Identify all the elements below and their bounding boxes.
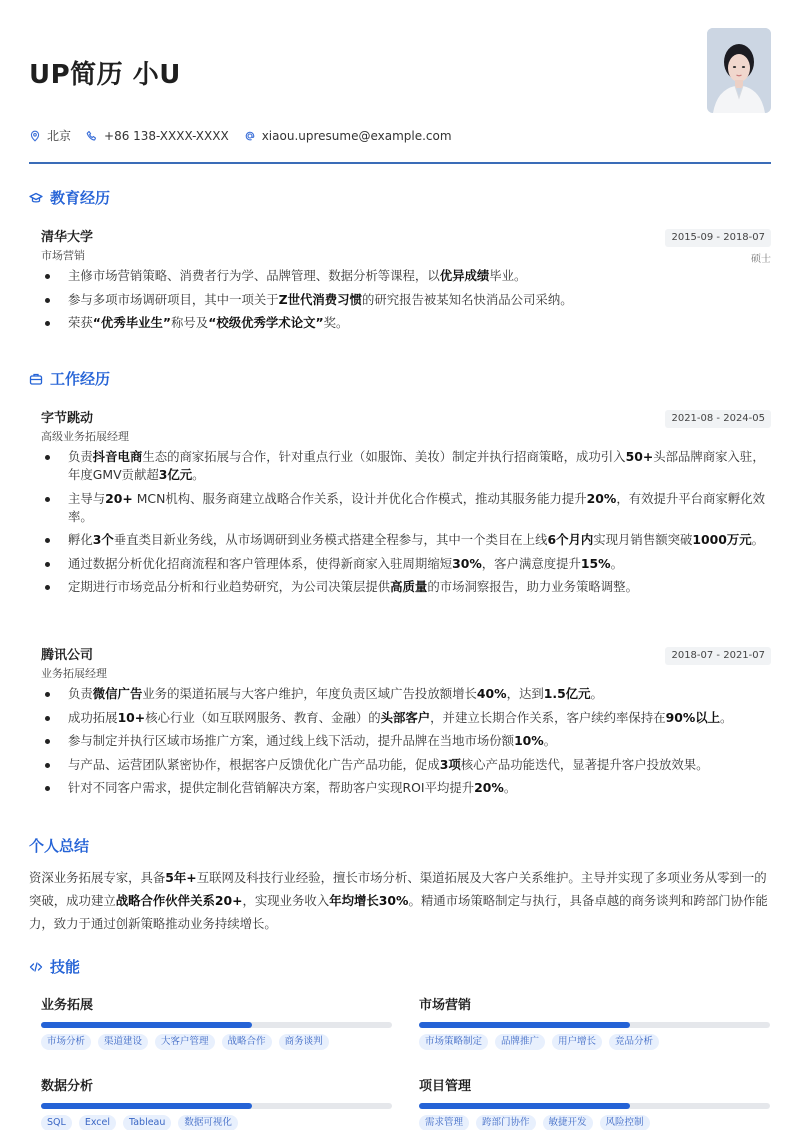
section-title-education bbox=[29, 187, 110, 208]
highlight-text: 战略合作伙伴关系20+ bbox=[115, 893, 243, 908]
skill-tag: Tableau bbox=[123, 1115, 171, 1130]
skill-tag: 市场分析 bbox=[41, 1034, 91, 1050]
skill-tags bbox=[41, 1034, 392, 1050]
highlight-text: 1000万元 bbox=[692, 532, 752, 548]
school-name: 清华大学 bbox=[41, 230, 94, 245]
skill-tag: 渠道建设 bbox=[98, 1034, 148, 1050]
skill-level-bar bbox=[41, 1103, 392, 1109]
skill-tag: 跨部门协作 bbox=[476, 1115, 536, 1130]
highlight-text: 优异成绩 bbox=[439, 268, 490, 283]
highlight-text: 头部客户 bbox=[380, 709, 431, 725]
bullet-item: 针对不同客户需求，提供定制化营销解决方案，帮助客户实现ROI平均提升20%。 bbox=[41, 779, 771, 797]
skill-level-bar bbox=[419, 1103, 770, 1109]
highlight-text: Z世代消费习惯 bbox=[278, 291, 362, 307]
skill-level-bar bbox=[419, 1022, 770, 1028]
date-badge: 2018-07 - 2021-07 bbox=[665, 647, 771, 665]
skill-tag: 数据可视化 bbox=[178, 1115, 238, 1130]
portrait-image bbox=[707, 28, 771, 113]
skill-tags bbox=[419, 1034, 770, 1050]
date-badge: 2021-08 - 2024-05 bbox=[665, 410, 771, 428]
bullet-item: 荣获“优秀毕业生”称号及“校级优秀学术论文”奖。 bbox=[41, 314, 771, 332]
skill-name: 项目管理 bbox=[419, 1079, 472, 1094]
skill-tag: 用户增长 bbox=[552, 1034, 602, 1050]
highlight-text: 30% bbox=[452, 555, 482, 571]
highlight-text: 抖音电商 bbox=[92, 449, 143, 464]
bullet-item: 主导与20+ MCN机构、服务商建立战略合作关系，设计并优化合作模式，推动其服务能力提升20%，有效提升平台商家孵化效率。 bbox=[41, 490, 771, 526]
skill-name: 市场营销 bbox=[419, 998, 472, 1013]
contact-list bbox=[29, 127, 467, 144]
contact-email[interactable] bbox=[244, 129, 452, 143]
bullet-item: 主修市场营销策略、消费者行为学、品牌管理、数据分析等课程，以优异成绩毕业。 bbox=[41, 267, 771, 285]
highlight-text: 5年+ bbox=[165, 870, 197, 885]
highlight-text: 10% bbox=[514, 733, 544, 749]
highlight-text: 40% bbox=[476, 686, 507, 701]
bullet-item: 通过数据分析优化招商流程和客户管理体系，使得新商家入驻周期缩短30%，客户满意度提升15%。 bbox=[41, 555, 771, 573]
bullet-item: 与产品、运营团队紧密协作，根据客户反馈优化广告产品功能，促成3项核心产品功能迭代，显著提升客户投放效果。 bbox=[41, 756, 771, 774]
education-bullets bbox=[41, 267, 771, 332]
candidate-name: UP简历 小U bbox=[29, 60, 181, 90]
skill-level-fill bbox=[419, 1022, 630, 1028]
skill-block bbox=[419, 997, 770, 1050]
skill-tag: 品牌推广 bbox=[495, 1034, 545, 1050]
highlight-text: 3个 bbox=[92, 532, 114, 548]
skill-block bbox=[41, 1078, 392, 1130]
contact-location bbox=[29, 127, 71, 144]
graduation-cap-icon bbox=[29, 191, 43, 205]
profile-photo bbox=[707, 28, 771, 113]
summary-text: 资深业务拓展专家，具备5年+互联网及科技行业经验，擅长市场分析、渠道拓展及大客户关系维护。主导并实现了多项业务从零到一的突破，成功建立战略合作伙伴关系20+，实现业务收入年均增长30%。精通市场策略制定与执行，具备卓越的商务谈判和跨部门协作能力，致力于通过创新策略推动业务持续增长。 bbox=[29, 870, 768, 931]
highlight-text: 20+ bbox=[105, 490, 133, 506]
section-title-text: 个人总结 bbox=[29, 837, 90, 855]
bullet-item: 参与制定并执行区域市场推广方案，通过线上线下活动，提升品牌在当地市场份额10%。 bbox=[41, 732, 771, 750]
work-entry bbox=[41, 647, 771, 803]
highlight-text: 微信广告 bbox=[92, 686, 143, 701]
location-pin-icon bbox=[29, 130, 41, 142]
date-badge: 2015-09 - 2018-07 bbox=[665, 229, 771, 247]
work-bullets bbox=[41, 685, 771, 797]
skill-level-bar bbox=[41, 1022, 392, 1028]
company-name: 腾讯公司 bbox=[41, 648, 94, 663]
highlight-text: 3项 bbox=[439, 756, 461, 772]
highlight-text: 3亿元 bbox=[158, 467, 193, 482]
skill-tag: 市场策略制定 bbox=[419, 1034, 488, 1050]
highlight-text: “优秀毕业生” bbox=[92, 315, 172, 331]
work-entry bbox=[41, 410, 771, 602]
highlight-text: 年均增长30% bbox=[329, 893, 409, 908]
company-name: 字节跳动 bbox=[41, 411, 94, 426]
resume-header bbox=[29, 0, 771, 165]
entry-header bbox=[41, 647, 771, 665]
bullet-item: 成功拓展10+核心行业（如互联网服务、教育、金融）的头部客户，并建立长期合作关系，客户续约率保持在90%以上。 bbox=[41, 709, 771, 727]
skill-name: 数据分析 bbox=[41, 1079, 94, 1094]
entry-header bbox=[41, 410, 771, 428]
skill-level-fill bbox=[41, 1103, 252, 1109]
at-sign-icon bbox=[244, 130, 256, 142]
highlight-text: 10+ bbox=[117, 709, 146, 725]
major: 市场营销 bbox=[41, 249, 85, 262]
highlight-text: “校级优秀学术论文” bbox=[208, 315, 324, 331]
bullet-item: 负责抖音电商生态的商家拓展与合作，针对重点行业（如服饰、美妆）制定并执行招商策略，成功引入50+头部品牌商家入驻，年度GMV贡献超3亿元。 bbox=[41, 448, 771, 484]
skill-tag: 商务谈判 bbox=[279, 1034, 329, 1050]
skill-name: 业务拓展 bbox=[41, 998, 94, 1013]
contact-phone-text: +86 138-XXXX-XXXX bbox=[104, 128, 229, 143]
education-entry bbox=[41, 229, 771, 338]
highlight-text: 6个月内 bbox=[547, 532, 594, 548]
bullet-item: 孵化3个垂直类目新业务线，从市场调研到业务模式搭建全程参与，其中一个类目在上线6个月内实现月销售额突破1000万元。 bbox=[41, 531, 771, 549]
bullet-item: 定期进行市场竞品分析和行业趋势研究，为公司决策层提供高质量的市场洞察报告，助力业务策略调整。 bbox=[41, 578, 771, 596]
contact-email-text: xiaou.upresume@example.com bbox=[261, 128, 452, 143]
skill-block bbox=[41, 997, 392, 1050]
degree: 硕士 bbox=[751, 254, 771, 265]
skill-tag: 战略合作 bbox=[222, 1034, 272, 1050]
highlight-text: 20% bbox=[586, 490, 617, 506]
skill-level-fill bbox=[419, 1103, 630, 1109]
skill-tag: Excel bbox=[79, 1115, 116, 1130]
job-title: 业务拓展经理 bbox=[41, 667, 107, 680]
work-bullets bbox=[41, 448, 771, 596]
contact-location-text: 北京 bbox=[47, 129, 72, 143]
skill-tags bbox=[41, 1115, 392, 1130]
section-title-text: 技能 bbox=[50, 958, 81, 976]
code-icon bbox=[29, 960, 43, 974]
highlight-text: 20% bbox=[474, 780, 504, 796]
skill-tag: 大客户管理 bbox=[155, 1034, 215, 1050]
section-title-text: 工作经历 bbox=[50, 370, 111, 388]
bullet-item: 负责微信广告业务的渠道拓展与大客户维护，年度负责区域广告投放额增长40%，达到1.5亿元。 bbox=[41, 685, 771, 703]
skill-tag: 风险控制 bbox=[600, 1115, 650, 1130]
section-title-summary bbox=[29, 835, 89, 856]
header-divider bbox=[29, 162, 771, 164]
section-title-skills bbox=[29, 956, 80, 977]
section-title-work bbox=[29, 368, 110, 389]
highlight-text: 50+ bbox=[625, 449, 654, 464]
skill-tag: 敏捷开发 bbox=[543, 1115, 593, 1130]
skill-block bbox=[419, 1078, 770, 1130]
job-title: 高级业务拓展经理 bbox=[41, 430, 129, 443]
skill-tag: 需求管理 bbox=[419, 1115, 469, 1130]
highlight-text: 15% bbox=[580, 555, 611, 571]
briefcase-icon bbox=[29, 372, 43, 386]
highlight-text: 90%以上 bbox=[665, 709, 721, 725]
skill-tag: 竞品分析 bbox=[609, 1034, 659, 1050]
skill-level-fill bbox=[41, 1022, 252, 1028]
section-title-text: 教育经历 bbox=[50, 189, 111, 207]
highlight-text: 高质量 bbox=[390, 579, 428, 595]
highlight-text: 1.5亿元 bbox=[543, 686, 591, 701]
skill-tags bbox=[419, 1115, 770, 1130]
skill-tag: SQL bbox=[41, 1115, 72, 1130]
entry-header bbox=[41, 229, 771, 247]
phone-icon bbox=[86, 130, 98, 142]
bullet-item: 参与多项市场调研项目，其中一项关于Z世代消费习惯的研究报告被某知名快消品公司采纳。 bbox=[41, 291, 771, 309]
contact-phone[interactable] bbox=[86, 129, 229, 143]
